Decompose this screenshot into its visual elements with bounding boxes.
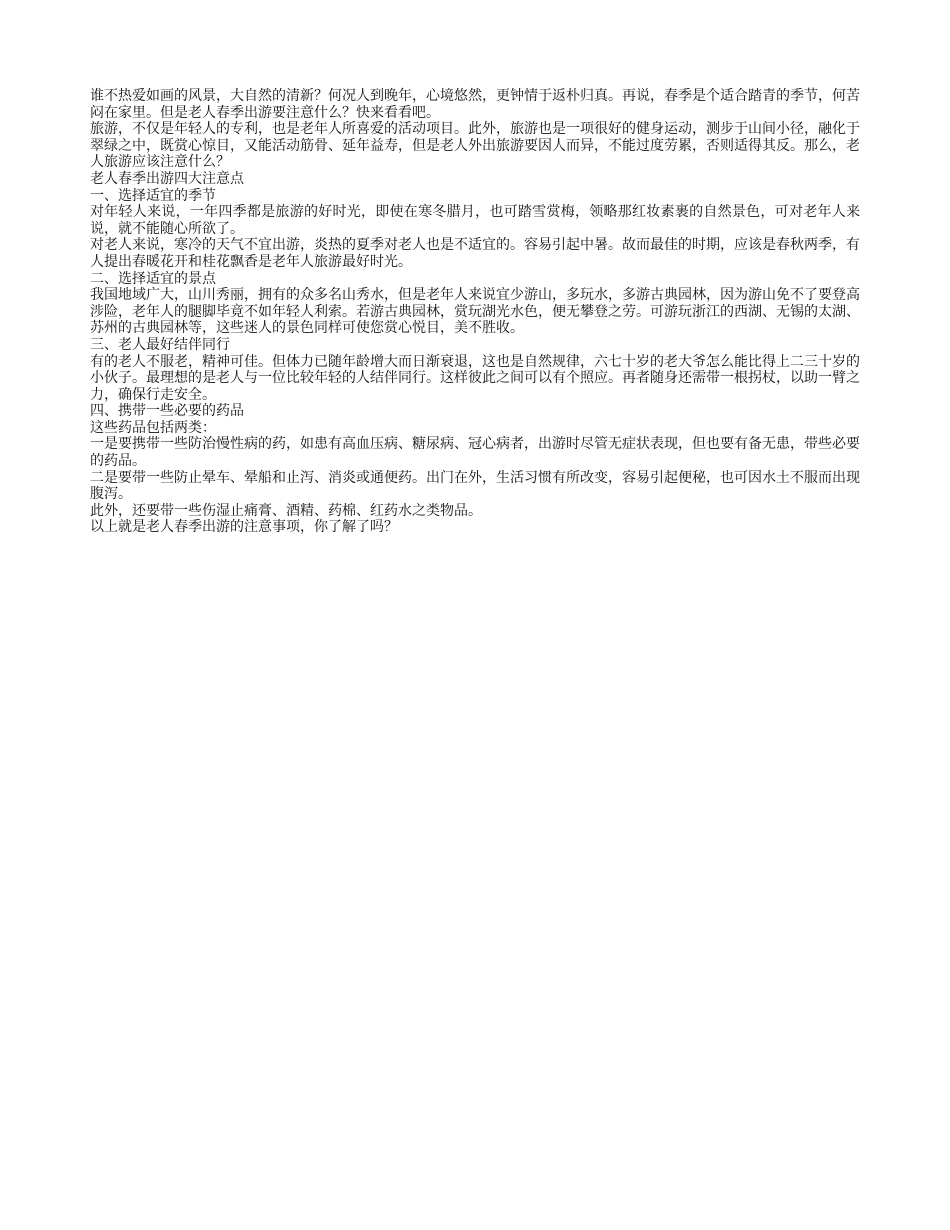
closing-paragraph: 以上就是老人春季出游的注意事项，你了解了吗？ [90, 519, 398, 536]
body-paragraph: 这些药品包括两类： [90, 419, 216, 436]
subsection-heading: 四、携带一些必要的药品 [90, 403, 244, 420]
subsection-heading: 二、选择适宜的景点 [90, 270, 216, 287]
body-paragraph: 我国地域广大，山川秀丽，拥有的众多名山秀水，但是老年人来说宜少游山，多玩水，多游古典园林，因为游山免不了要登高涉险，老年人的腿脚毕竟不如年轻人利索。若游古典园林，赏玩湖光水色，便无攀登之劳。可游玩浙江的西湖、无锡的太湖、苏州的古典园林等，这些迷人的景色同样可使您赏心悦目，美不胜收。 [90, 287, 860, 337]
subsection-heading: 一、选择适宜的季节 [90, 187, 216, 204]
subsection-heading: 三、老人最好结伴同行 [90, 336, 230, 353]
body-paragraph: 一是要携带一些防治慢性病的药，如患有高血压病、糖尿病、冠心病者，出游时尽管无症状表现，但也要有备无患，带些必要的药品。 [90, 436, 860, 470]
document-body [90, 88, 860, 536]
body-paragraph: 对老人来说，寒冷的天气不宜出游，炎热的夏季对老人也是不适宜的。容易引起中暑。故而最佳的时期，应该是春秋两季，有人提出春暖花开和桂花飘香是老年人旅游最好时光。 [90, 237, 860, 270]
intro-paragraph: 谁不热爱如画的风景，大自然的清新？何况人到晚年，心境悠然，更钟情于返朴归真。再说，春季是个适合踏青的季节，何苦闷在家里。但是老人春季出游要注意什么？快来看看吧。 [90, 88, 860, 121]
section-heading: 老人春季出游四大注意点 [90, 170, 244, 187]
body-paragraph: 此外，还要带一些伤湿止痛膏、酒精、药棉、红药水之类物品。 [90, 502, 482, 519]
body-paragraph: 对年轻人来说，一年四季都是旅游的好时光，即使在寒冬腊月，也可踏雪赏梅，领略那红妆素裹的自然景色，可对老年人来说，就不能随心所欲了。 [90, 204, 860, 237]
body-paragraph: 有的老人不服老，精神可佳。但体力已随年龄增大而日渐衰退，这也是自然规律，六七十岁的老大爷怎么能比得上二三十岁的小伙子。最理想的是老人与一位比较年轻的人结伴同行。这样彼此之间可以有个照应。再者随身还需带一根拐杖，以助一臂之力，确保行走安全。 [90, 353, 860, 403]
body-paragraph: 二是要带一些防止晕车、晕船和止泻、消炎或通便药。出门在外，生活习惯有所改变，容易引起便秘，也可因水土不服而出现腹泻。 [90, 469, 860, 503]
intro-paragraph: 旅游，不仅是年轻人的专利，也是老年人所喜爱的活动项目。此外，旅游也是一项很好的健身运动，测步于山间小径，融化于翠绿之中，既赏心惊目，又能活动筋骨、延年益寿，但是老人外出旅游要因人而异，不能过度劳累，否则适得其反。那么，老人旅游应该注意什么？ [90, 121, 860, 171]
